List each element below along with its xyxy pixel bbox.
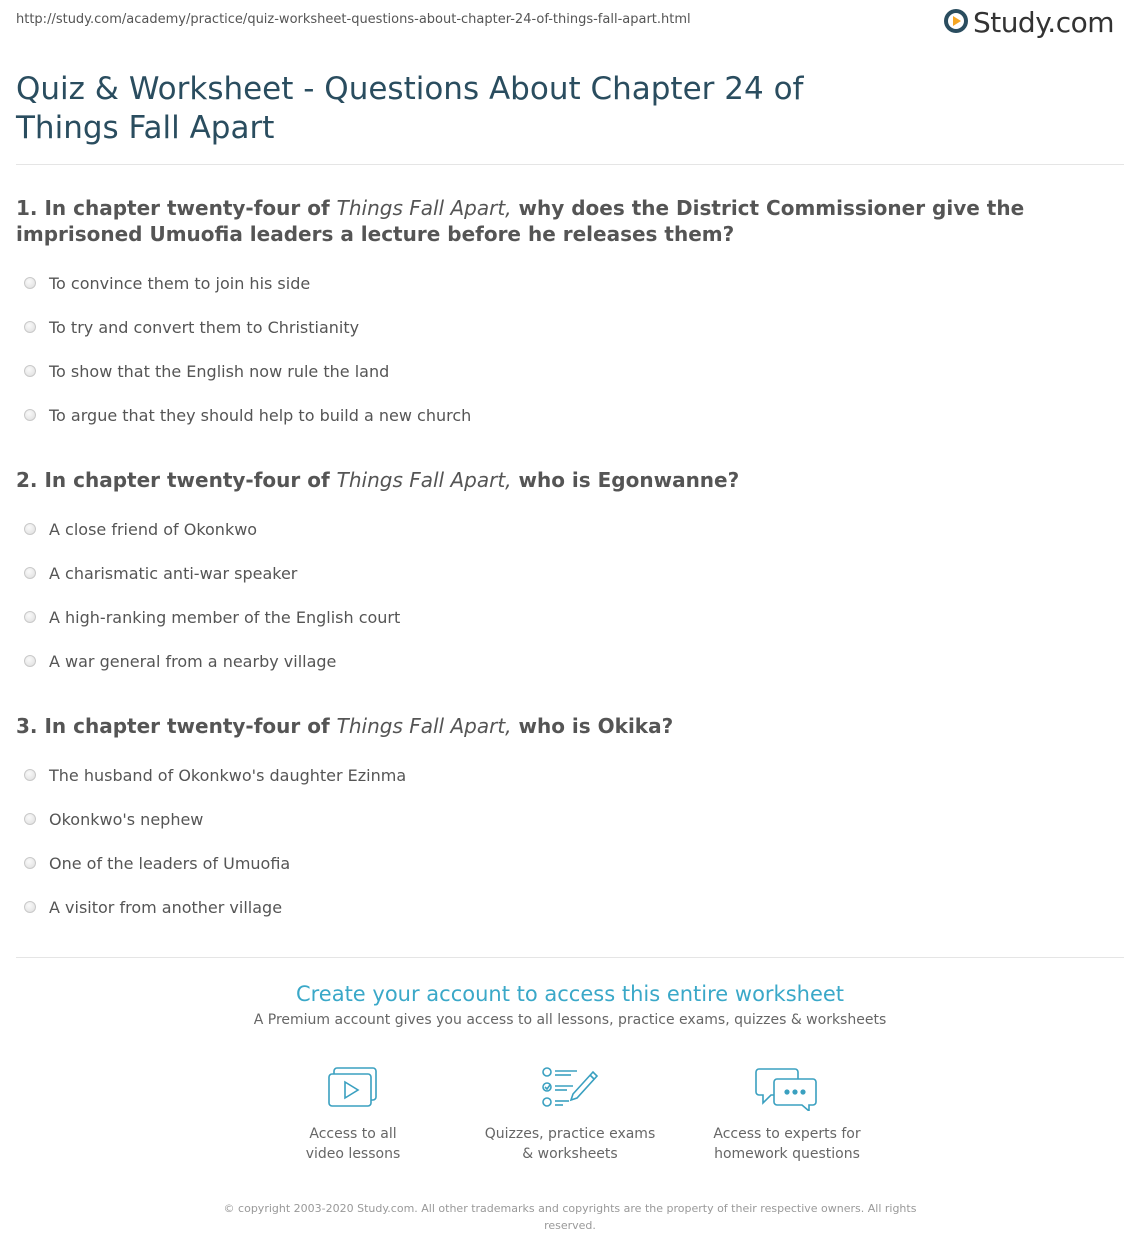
answer-label: To try and convert them to Christianity [49,317,360,337]
feature-label [697,1124,877,1164]
question-2 [16,467,1124,683]
answer-label: To argue that they should help to build a new church [49,405,472,425]
answer-label: A visitor from another village [49,897,283,917]
chat-bubbles-icon [755,1062,819,1114]
book-title: Things Fall Apart, [336,468,512,492]
page-title: Quiz & Worksheet - Questions About Chapter 24 of Things Fall Apart [16,71,804,146]
answer-option[interactable] [16,841,1124,885]
answer-option[interactable] [16,551,1124,595]
answer-option[interactable] [16,639,1124,683]
top-bar [16,0,1124,52]
radio-button[interactable] [24,611,36,623]
create-account-link[interactable]: Create your account to access this entire worksheet [295,982,845,1006]
answer-option[interactable] [16,797,1124,841]
study-logo[interactable] [943,6,1114,39]
premium-features [16,1062,1124,1164]
feature-label-line: Quizzes, practice exams [484,1126,656,1142]
feature-label-line: Access to experts for [713,1126,861,1142]
radio-button[interactable] [24,409,36,421]
question-1 [16,195,1124,437]
answer-option[interactable] [16,305,1124,349]
feature-label-line: Access to all [309,1126,397,1142]
feature-quizzes [462,1062,679,1164]
answer-label: A close friend of Okonkwo [49,519,258,539]
radio-button[interactable] [24,277,36,289]
answer-option[interactable] [16,261,1124,305]
copyright-notice: © copyright 2003-2020 Study.com. All other trademarks and copyrights are the property of their respective owners. All rights reserved. [223,1202,917,1232]
radio-button[interactable] [24,901,36,913]
answer-option[interactable] [16,349,1124,393]
question-3 [16,713,1124,929]
book-title: Things Fall Apart, [336,196,512,220]
radio-button[interactable] [24,567,36,579]
cta-divider [16,957,1124,958]
question-text [16,195,1116,247]
answer-label: One of the leaders of Umuofia [49,853,291,873]
feature-label-line: & worksheets [522,1146,618,1162]
radio-button[interactable] [24,813,36,825]
feature-label [480,1124,660,1164]
question-number: 1. [16,196,38,220]
radio-button[interactable] [24,769,36,781]
feature-experts [679,1062,896,1164]
cta-subtitle: A Premium account gives you access to all lessons, practice exams, quizzes & worksheets [253,1012,887,1028]
answer-label: A war general from a nearby village [49,651,337,671]
question-prefix: In chapter twenty-four of [44,714,330,738]
logo-text: Study.com [972,6,1114,39]
question-text [16,713,1116,739]
question-suffix: who is Egonwanne? [518,468,740,492]
radio-button[interactable] [24,523,36,535]
video-lessons-icon [326,1062,380,1114]
answer-label: The husband of Okonkwo's daughter Ezinma [49,765,407,785]
answer-label: To convince them to join his side [49,273,311,293]
radio-button[interactable] [24,655,36,667]
question-suffix: why does the District Commissioner give the imprisoned Umuofia leaders a lecture before he releases them? [16,196,1025,246]
question-suffix: who is Okika? [518,714,674,738]
answer-label: Okonkwo's nephew [49,809,204,829]
feature-label-line: video lessons [305,1146,401,1162]
quiz-checklist-icon [541,1062,599,1114]
question-text [16,467,1116,493]
answer-option[interactable] [16,595,1124,639]
feature-label-line: homework questions [714,1146,860,1162]
answer-option[interactable] [16,393,1124,437]
answer-option[interactable] [16,753,1124,797]
answer-label: A charismatic anti-war speaker [49,563,298,583]
feature-video-lessons [245,1062,462,1164]
question-prefix: In chapter twenty-four of [44,196,330,220]
answer-label: A high-ranking member of the English court [49,607,401,627]
play-circle-icon [943,8,969,38]
question-number: 2. [16,468,38,492]
radio-button[interactable] [24,857,36,869]
feature-label [263,1124,443,1164]
answer-option[interactable] [16,885,1124,929]
radio-button[interactable] [24,321,36,333]
answer-label: To show that the English now rule the land [49,361,390,381]
title-divider [16,164,1124,165]
book-title: Things Fall Apart, [336,714,512,738]
question-prefix: In chapter twenty-four of [44,468,330,492]
radio-button[interactable] [24,365,36,377]
page-url: http://study.com/academy/practice/quiz-worksheet-questions-about-chapter-24-of-things-fall-apart.html [16,12,691,27]
answer-option[interactable] [16,507,1124,551]
question-number: 3. [16,714,38,738]
